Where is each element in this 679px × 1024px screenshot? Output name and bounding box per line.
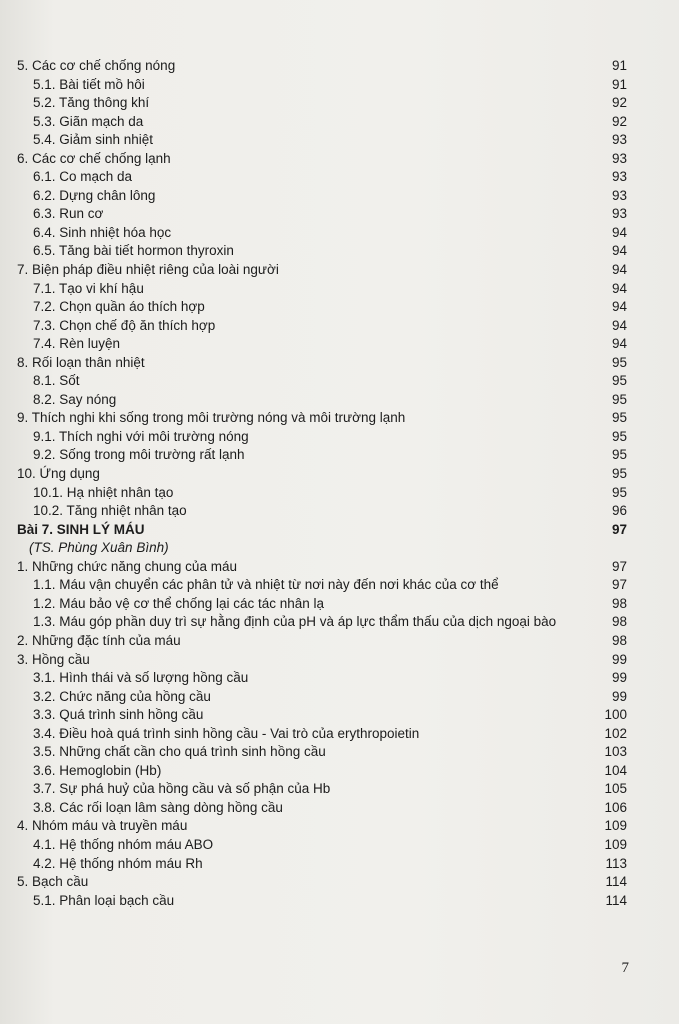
toc-entry-title: 1. Những chức năng chung của máu <box>17 558 237 574</box>
toc-entry <box>17 743 627 762</box>
toc-entry <box>17 372 627 391</box>
toc-entry-page: 103 <box>604 744 627 760</box>
toc-entry <box>17 762 627 781</box>
toc-entry-page: 102 <box>604 725 627 741</box>
toc-entry <box>17 558 627 577</box>
toc-entry-page: 91 <box>611 76 627 92</box>
toc-entry-title: 9.2. Sống trong môi trường rất lạnh <box>33 447 245 463</box>
toc-entry <box>17 799 627 818</box>
toc-entry-page: 106 <box>604 799 627 815</box>
toc-entry-page: 95 <box>611 373 627 389</box>
toc-entry-title: (TS. Phùng Xuân Bình) <box>29 540 169 556</box>
toc-entry <box>17 892 627 911</box>
toc-entry <box>17 168 627 187</box>
toc-entry-page: 92 <box>611 113 627 129</box>
toc-entry <box>17 354 627 373</box>
toc-entry <box>17 335 627 354</box>
toc-entry <box>17 113 627 132</box>
toc-entry-page: 95 <box>611 410 627 426</box>
toc-entry-page: 114 <box>605 874 627 890</box>
toc-entry <box>17 836 627 855</box>
toc-entry-page: 109 <box>604 818 627 834</box>
toc-entry <box>17 187 627 206</box>
toc-entry-title: 6.1. Co mạch da <box>33 169 133 185</box>
toc-entry-page: 97 <box>611 521 627 537</box>
toc-entry <box>17 576 627 595</box>
toc-entry-page: 100 <box>604 707 627 723</box>
toc-entry-page: 91 <box>611 58 627 73</box>
toc-entry-title: 10.2. Tăng nhiệt nhân tạo <box>33 503 187 519</box>
toc-entry-title: 8. Rối loạn thân nhiệt <box>17 354 145 370</box>
toc-entry <box>17 76 627 95</box>
toc-entry-page: 109 <box>604 836 627 852</box>
toc-entry-title: 5.4. Giảm sinh nhiệt <box>33 132 154 148</box>
toc-entry-title: 5.3. Giãn mạch da <box>33 113 144 129</box>
toc-entry-title: Bài 7. SINH LÝ MÁU <box>17 521 145 537</box>
toc-entry-page: 95 <box>611 354 627 370</box>
toc-entry-title: 7.4. Rèn luyện <box>33 336 121 352</box>
toc-entry-page: 99 <box>611 688 627 704</box>
toc-entry-title: 10.1. Hạ nhiệt nhân tạo <box>33 484 174 500</box>
toc-entry-page: 93 <box>611 169 627 185</box>
toc-entry <box>17 873 627 892</box>
toc-entry-page: 92 <box>611 95 627 111</box>
toc-entry-page: 95 <box>611 466 627 482</box>
toc-entry <box>17 409 627 428</box>
toc-entry-page: 98 <box>611 614 627 630</box>
toc-entry-page: 104 <box>604 762 627 778</box>
toc-entry-title: 3.3. Quá trình sinh hồng cầu <box>33 707 204 723</box>
toc-entry-page: 98 <box>611 595 627 611</box>
toc-entry-page: 99 <box>611 651 627 667</box>
toc-entry <box>17 817 627 836</box>
toc-entry-title: 6.4. Sinh nhiệt hóa học <box>33 224 172 240</box>
toc-entry-title: 3.2. Chức năng của hồng cầu <box>33 688 211 704</box>
toc-entry-title: 6.3. Run cơ <box>33 206 104 222</box>
toc-author <box>17 539 627 558</box>
toc-entry-title: 6.5. Tăng bài tiết hormon thyroxin <box>33 243 234 259</box>
toc-entry <box>17 855 627 874</box>
toc-entry <box>17 242 627 261</box>
toc-entry <box>17 131 627 150</box>
toc-entry-title: 4. Nhóm máu và truyền máu <box>17 818 188 834</box>
toc-entry-title: 7.3. Chọn chế độ ăn thích hợp <box>33 317 216 333</box>
toc-entry-title: 4.1. Hệ thống nhóm máu ABO <box>33 836 214 852</box>
toc-entry-title: 3.1. Hình thái và số lượng hồng cầu <box>33 670 249 686</box>
toc-entry <box>17 280 627 299</box>
toc-entry-title: 3.7. Sự phá huỷ của hồng cầu và số phận của Hb <box>33 781 331 797</box>
toc-entry-page: 94 <box>611 299 627 315</box>
toc-entry-title: 5.2. Tăng thông khí <box>33 95 150 111</box>
toc-entry-title: 5.1. Phân loại bạch cầu <box>33 892 175 908</box>
toc-entry-page: 94 <box>611 317 627 333</box>
page-number: 7 <box>621 960 629 976</box>
toc-entry <box>17 205 627 224</box>
toc-entry-title: 3.4. Điều hoà quá trình sinh hồng cầu - Vai trò của erythropoietin <box>33 725 420 741</box>
toc-entry <box>17 595 627 614</box>
toc-entry <box>17 465 627 484</box>
toc-entry-title: 3. Hồng cầu <box>17 651 90 667</box>
toc-entry-page: 94 <box>611 336 627 352</box>
toc-entry-title: 2. Những đặc tính của máu <box>17 632 181 648</box>
toc-entry <box>17 317 627 336</box>
toc-entry-page: 94 <box>611 280 627 296</box>
toc-entry-title: 1.1. Máu vận chuyển các phân tử và nhiệt từ nơi này đến nơi khác của cơ thể <box>33 577 499 593</box>
toc-entry-title: 7.1. Tạo vi khí hậu <box>33 280 144 296</box>
toc-entry-title: 1.3. Máu góp phần duy trì sự hằng định của pH và áp lực thẩm thấu của dịch ngoại bào <box>33 614 557 630</box>
toc-entry <box>17 725 627 744</box>
table-of-contents <box>17 57 627 910</box>
toc-entry-page: 95 <box>611 447 627 463</box>
toc-entry-page: 113 <box>605 855 627 871</box>
toc-entry-title: 3.5. Những chất cần cho quá trình sinh hồng cầu <box>33 744 326 760</box>
toc-chapter-heading <box>17 521 627 540</box>
toc-entry <box>17 224 627 243</box>
toc-entry-title: 5. Bạch cầu <box>17 874 89 890</box>
toc-entry <box>17 57 627 76</box>
toc-entry <box>17 632 627 651</box>
toc-entry <box>17 150 627 169</box>
toc-entry <box>17 428 627 447</box>
toc-entry-title: 8.2. Say nóng <box>33 391 117 407</box>
toc-entry-title: 5. Các cơ chế chống nóng <box>17 58 176 73</box>
toc-entry-title: 9. Thích nghi khi sống trong môi trường nóng và môi trường lạnh <box>17 410 406 426</box>
toc-entry-title: 6. Các cơ chế chống lạnh <box>17 150 171 166</box>
toc-entry-page: 95 <box>611 391 627 407</box>
toc-entry-page: 93 <box>611 206 627 222</box>
toc-entry <box>17 446 627 465</box>
toc-entry-title: 3.6. Hemoglobin (Hb) <box>33 762 162 778</box>
toc-entry <box>17 484 627 503</box>
toc-entry-page: 99 <box>611 670 627 686</box>
toc-entry <box>17 688 627 707</box>
toc-entry-page: 97 <box>611 577 627 593</box>
toc-entry-title: 6.2. Dựng chân lông <box>33 187 156 203</box>
toc-entry-page: 93 <box>611 150 627 166</box>
toc-entry-title: 7.2. Chọn quần áo thích hợp <box>33 299 205 315</box>
toc-entry-page: 93 <box>611 187 627 203</box>
toc-entry <box>17 94 627 113</box>
toc-entry-page: 98 <box>611 632 627 648</box>
toc-entry-page: 97 <box>611 558 627 574</box>
toc-entry-page: 93 <box>611 132 627 148</box>
toc-entry <box>17 502 627 521</box>
toc-entry <box>17 706 627 725</box>
toc-entry-title: 8.1. Sốt <box>33 373 80 389</box>
toc-entry-title: 3.8. Các rối loạn lâm sàng dòng hồng cầu <box>33 799 283 815</box>
toc-entry-page: 95 <box>611 428 627 444</box>
toc-entry <box>17 669 627 688</box>
toc-entry-page: 94 <box>611 243 627 259</box>
toc-entry-page: 105 <box>604 781 627 797</box>
toc-entry-page: 114 <box>605 892 627 908</box>
toc-entry <box>17 298 627 317</box>
toc-entry <box>17 651 627 670</box>
toc-entry-title: 4.2. Hệ thống nhóm máu Rh <box>33 855 203 871</box>
toc-entry-title: 7. Biện pháp điều nhiệt riêng của loài người <box>17 262 279 278</box>
toc-entry-page: 96 <box>611 503 627 519</box>
toc-entry <box>17 613 627 632</box>
toc-entry-title: 10. Ứng dụng <box>17 466 100 482</box>
toc-entry-page: 94 <box>611 262 627 278</box>
toc-entry <box>17 391 627 410</box>
toc-entry-title: 5.1. Bài tiết mồ hôi <box>33 76 145 92</box>
toc-entry <box>17 780 627 799</box>
toc-entry <box>17 261 627 280</box>
toc-entry-page: 95 <box>611 484 627 500</box>
toc-entry-title: 1.2. Máu bảo vệ cơ thể chống lại các tác nhân lạ <box>33 595 325 611</box>
toc-entry-page: 94 <box>611 224 627 240</box>
toc-entry-title: 9.1. Thích nghi với môi trường nóng <box>33 428 249 444</box>
